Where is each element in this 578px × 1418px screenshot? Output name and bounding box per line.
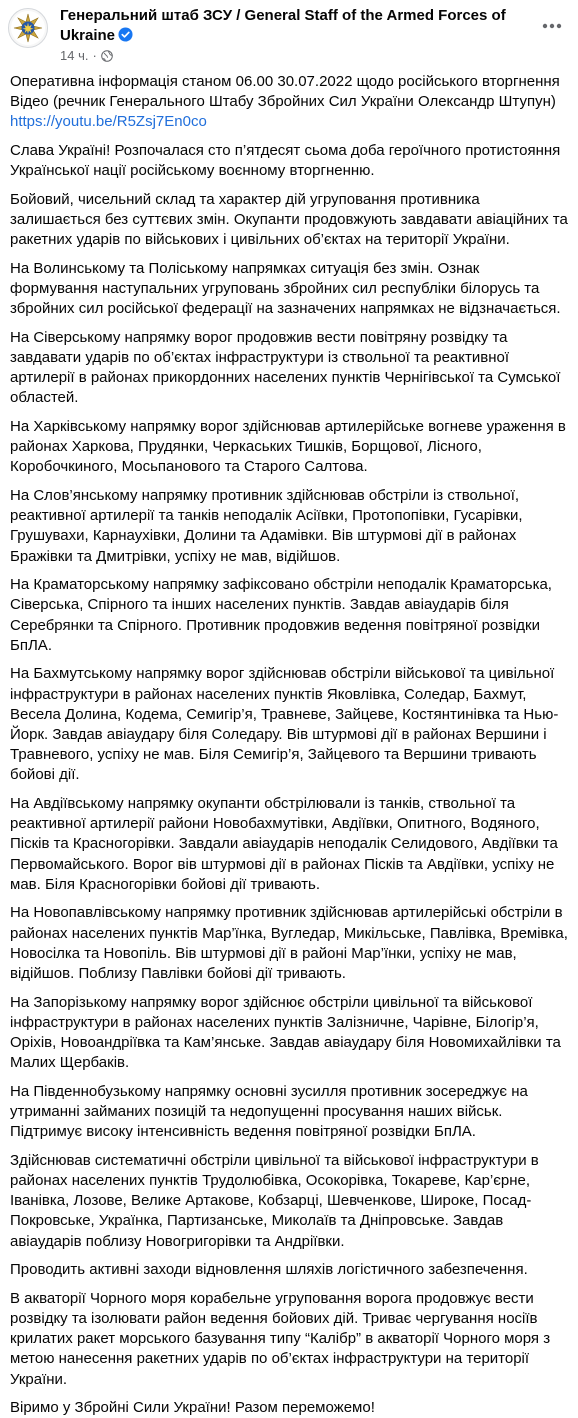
intro-paragraph <box>10 72 568 133</box>
verified-badge-icon <box>118 27 133 42</box>
more-options-icon <box>542 23 562 29</box>
post-paragraph: В акваторії Чорного моря корабельне угруповання ворога продовжує вести розвідку та ізолювати район ведення бойових дій. Триває чергування носіїв крилатих ракет морського базування типу “Калібр” в акваторії Чорного моря з метою нанесення ракетних ударів по об’єктах інфраструктури на території України. <box>10 1289 551 1388</box>
post-paragraph: На Південнобузькому напрямку основні зусилля противник зосереджує на утриманні займаних позицій та недопущенні просування наших військ. Підтримує високу інтенсивність ведення повітряної розвідки БпЛА. <box>10 1082 528 1141</box>
post-paragraph: На Харківському напрямку ворог здійснював артилерійське вогневе ураження в районах Харкова, Прудянки, Черкаських Тишків, Борщової, Лісного, Коробочкиного, Мосьпанового та Старого Салтова. <box>10 418 566 476</box>
globe-icon[interactable] <box>101 50 113 62</box>
post-body <box>0 72 578 1418</box>
post-meta <box>60 48 534 64</box>
video-line: Відео (речник Генерального Штабу Збройних Сил України Олександр Штупун) <box>10 93 556 111</box>
post-paragraph: Здійснював систематичні обстріли цивільної та військової інфраструктури в районах населених пунктів Трудолюбівка, Осокорівка, Токареве, Кар’єрне, Іванівка, Лозове, Велике Артакове, Кобзарці, Шевченкове, Широке, Посад-Покровське, Українка, Партизанське, Миколаїв та Дніпровське. Завдав авіаударів поблизу Новогригорівки та Андріївки. <box>10 1151 539 1250</box>
meta-separator: · <box>92 48 97 63</box>
post-paragraph: Віримо у Збройні Сили України! Разом переможемо! <box>10 1399 375 1417</box>
post-header <box>0 0 578 72</box>
post-paragraph: На Авдіївському напрямку окупанти обстрілювали із танків, ствольної та реактивної артилерії райони Новобахмутівки, Авдіївки, Опитного, Водяного, Пісків та Красногорівки. Завдали авіаударів неподалік Селидового, Авдіївки та Первомайського. Ворог вів штурмові дії в районах Пісків та Авдіївки, успіху не мав. Біля Красногорівки бойові дії тривають. <box>10 795 558 893</box>
post-paragraph: Бойовий, чисельний склад та характер дій угруповання противника залишається без суттєвих змін. Окупанти продовжують завдавати авіаційних та ракетних ударів по військових і цивільних об’єктах на території України. <box>10 190 568 249</box>
post-paragraph: На Сіверському напрямку ворог продовжив вести повітряну розвідку та завдавати ударів по об’єктах інфраструктури із ствольної та реактивної артилерії в районах прикордонних населених пунктів Чернігівської та Сумської областей. <box>10 328 561 407</box>
post-paragraph: На Слов’янському напрямку противник здійснював обстріли із ствольної, реактивної артилерії та танків неподалік Асіївки, Протопопівки, Гусарівки, Грушувахи, Карнаухівки, Долини та Адамівки. Вів штурмові дії в районах Бражівки та Дмитрівки, успіху не мав, відійшов. <box>10 487 523 565</box>
post-paragraph: Слава Україні! Розпочалася сто п’ятдесят сьома доба героїчного протистояння Української нації російському воєнному вторгненню. <box>10 142 561 180</box>
post-paragraph: На Волинському та Поліському напрямках ситуація без змін. Ознак формування наступальних угруповань збройних сил республіки білорусь та збройних сил російської федерації на зазначених напрямках не відзначається. <box>10 259 561 318</box>
coat-of-arms-emblem-icon <box>10 10 46 46</box>
page-name-text[interactable]: Генеральний штаб ЗСУ / General Staff of the Armed Forces of Ukraine <box>60 7 506 44</box>
page-avatar[interactable] <box>8 8 48 48</box>
post-paragraph: На Краматорському напрямку зафіксовано обстріли неподалік Краматорська, Сіверська, Спірного та інших населених пунктів. Завдав авіаударів біля Серебрянки та Спірного. Противник продовжив ведення повітряної розвідки БпЛА. <box>10 576 552 654</box>
post-paragraph: Проводить активні заходи відновлення шляхів логістичного забезпечення. <box>10 1261 528 1279</box>
page-name-link[interactable] <box>60 6 534 46</box>
post-paragraph: На Запорізькому напрямку ворог здійснює обстріли цивільної та військової інфраструктури в районах населених пунктів Залізничне, Чарівне, Білогір’я, Оріхів, Новоандріївка та Кам’янське. Завдав авіаудару біля Новомихайлівки та Малих Щербаків. <box>10 993 561 1072</box>
intro-line: Оперативна інформація станом 06.00 30.07.2022 щодо російського вторгнення <box>10 73 560 90</box>
more-options-button[interactable] <box>534 8 570 44</box>
post-paragraph: На Бахмутському напрямку ворог здійснював обстріли військової та цивільної інфраструктури в районах населених пунктів Яковлівка, Соледар, Бахмут, Весела Долина, Кодема, Семигір’я, Травневе, Зайцеве, Костянтинівка та Нью-Йорк. Завдав авіаудару біля Соледару. Вів штурмові дії в районах Вершини і Травневого, успіху не мав. Біля Семигір’я, Зайцевого та Вершини тривають бойові дії. <box>10 665 559 784</box>
post-paragraph: На Новопавлівському напрямку противник здійснював артилерійські обстріли в районах населених пунктів Мар’їнка, Вугледар, Микільське, Павлівка, Времівка, Новосілка та Новопіль. Вів штурмові дії в районі Мар’їнки, успіху не мав, відійшов. Поблизу Павлівки бойові дії тривають. <box>10 904 568 983</box>
video-link[interactable]: https://youtu.be/R5Zsj7En0co <box>10 113 207 131</box>
post-timestamp[interactable]: 14 ч. <box>60 48 89 63</box>
